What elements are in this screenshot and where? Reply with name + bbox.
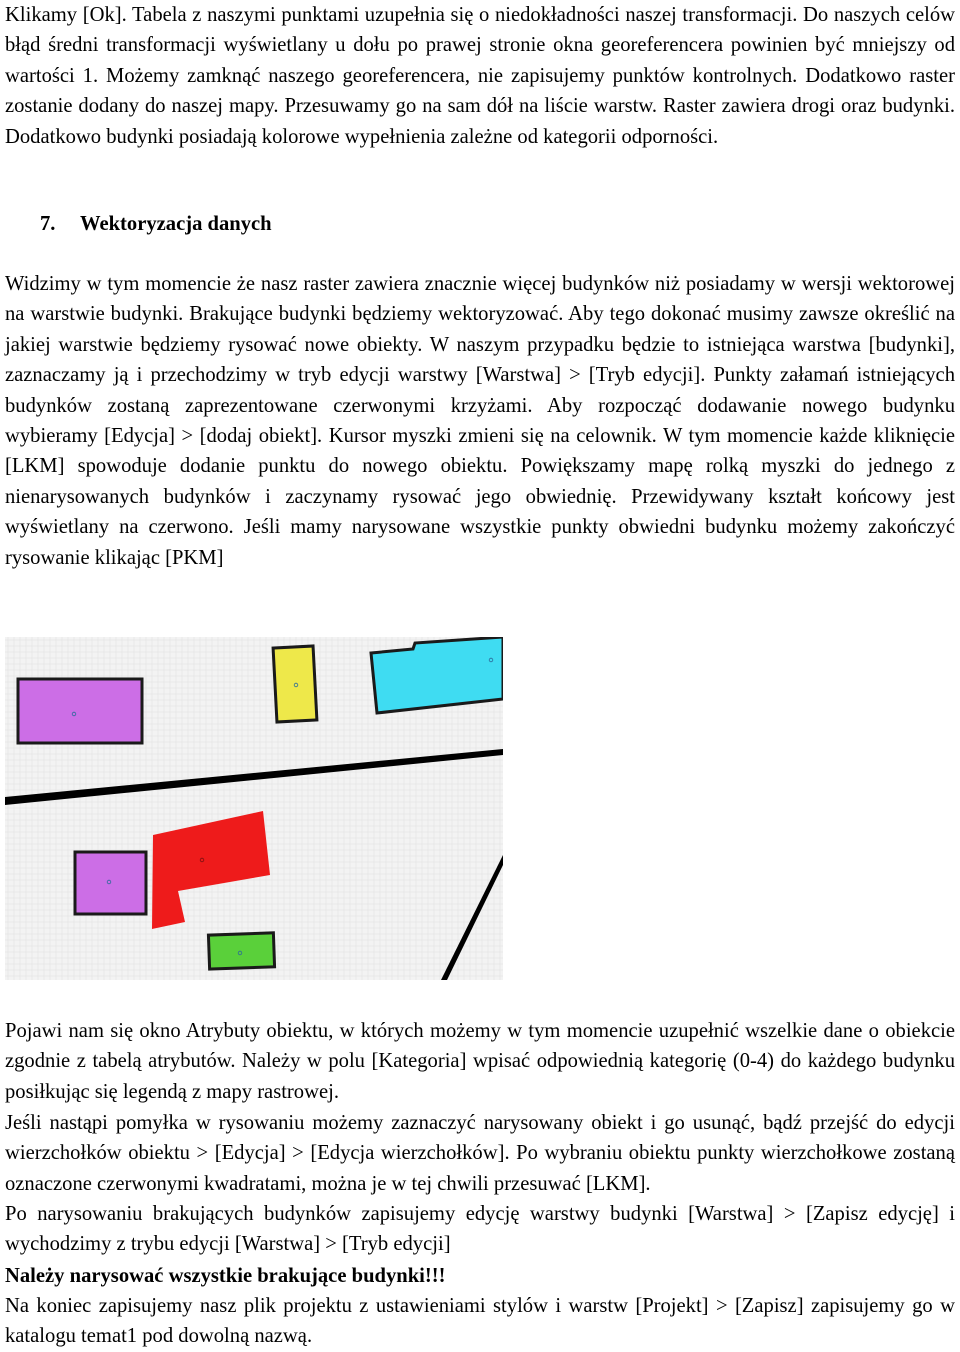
section-title: Wektoryzacja danych <box>80 213 272 235</box>
section-number: 7. <box>40 213 56 235</box>
vertex-edit-paragraph: Jeśli nastąpi pomyłka w rysowaniu możemy zaznaczyć narysowany obiekt i go usunąć, bądź przejść do edycji wierzchołków obiektu > [Edycja] > [Edycja wierzchołków]. Po wybraniu obiektu punkty wierzchołkowe zostaną oznaczone czerwonymi kwadratami, można je w tej chwili przesuwać [LKM]. <box>5 1112 955 1195</box>
main-paragraph: Widzimy w tym momencie że nasz raster zawiera znacznie więcej budynków niż posiadamy w wersji wektorowej na warstwie budynki. Brakujące budynki będziemy wektoryzować. Aby tego dokonać musimy zawsze określić na jakiej warstwie będziemy rysować nowe obiekty. W naszym przypadku będzie to istniejąca warstwa [budynki], zaznaczamy ją i przechodzimy w tryb edycji warstwy [Warstwa] > [Tryb edycji]. Punkty załamań istniejących budynków zostaną zaprezentowane czerwonymi krzyżami. Aby rozpocząć dodawanie nowego budynku wybieramy [Edycja] > [dodaj obiekt]. Kursor myszki zmieni się na celownik. W tym momencie każde kliknięcie [LKM] spowoduje dodanie punktu do nowego obiektu. Powiększamy mapę rolką myszki do jednego z nienarysowanych budynków i zaczynamy rysować jego obwiednię. Przewidywany kształt końcowy jest wyświetlany na czerwono. Jeśli mamy narysowane wszystkie punkty obwiedni budynku możemy zakończyć rysowanie klikając [PKM] <box>5 273 955 569</box>
building-purple-large <box>18 679 142 743</box>
raster-map-image <box>5 637 503 980</box>
intro-paragraph: Klikamy [Ok]. Tabela z naszymi punktami uzupełnia się o niedokładności naszej transformacji. Do naszych celów błąd średni transformacji wyświetlany u dołu po prawej stronie okna georeferencera powinien być mniejszy od wartości 1. Możemy zamknąć naszego georeferencera, nie zapisujemy punktów kontrolnych. Dodatkowo raster zostanie dodany do naszej mapy. Przesuwamy go na sam dół na liście warstw. Raster zawiera drogi oraz budynki. Dodatkowo budynki posiadają kolorowe wypełnienia zależne od kategorii odporności. <box>5 4 955 148</box>
save-edits-paragraph: Po narysowaniu brakujących budynków zapisujemy edycję warstwy budynki [Warstwa] > [Zapisz edycję] i wychodzimy z trybu edycji [Warstwa] > [Tryb edycji] <box>5 1203 955 1256</box>
section-heading <box>40 209 272 239</box>
final-paragraph: Na koniec zapisujemy nasz plik projektu z ustawieniami stylów i warstw [Projekt] > [Zapisz] zapisujemy go w katalogu temat1 pod dowolną nazwą. <box>5 1295 955 1348</box>
bold-note: Należy narysować wszystkie brakujące budynki!!! <box>5 1265 446 1287</box>
attributes-paragraph: Pojawi nam się okno Atrybuty obiektu, w których możemy w tym momencie uzupełnić wszelkie dane o obiekcie zgodnie z tabelą atrybutów. Należy w polu [Kategoria] wpisać odpowiednią kategorię (0-4) do każdego budynku posiłkując się legendą z mapy rastrowej. <box>5 1020 955 1103</box>
building-green <box>208 933 274 969</box>
